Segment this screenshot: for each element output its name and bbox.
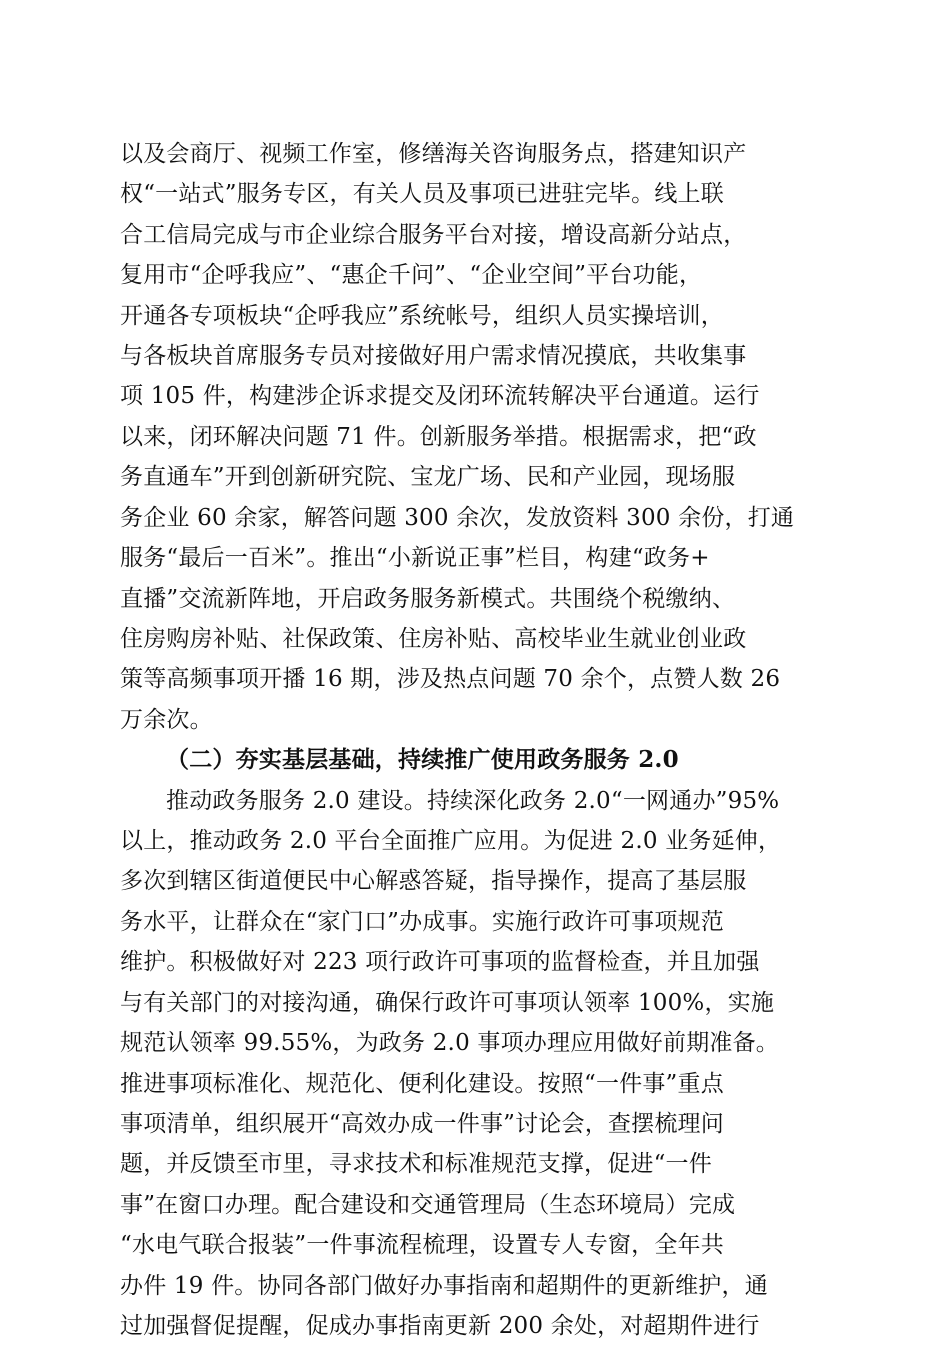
text-line: 务直通车”开到创新研究院、宝龙广场、民和产业园，现场服 bbox=[120, 464, 736, 490]
text-line: 办件 19 件。协同各部门做好办事指南和超期件的更新维护，通 bbox=[120, 1273, 768, 1299]
text-line: 推进事项标准化、规范化、便利化建设。按照“一件事”重点 bbox=[120, 1071, 724, 1097]
text-line: 以及会商厅、视频工作室，修缮海关咨询服务点，搭建知识产 bbox=[120, 141, 747, 167]
text-line: 项 105 件，构建涉企诉求提交及闭环流转解决平台通道。运行 bbox=[120, 383, 760, 409]
text-line: “水电气联合报装”一件事流程梳理，设置专人专窗，全年共 bbox=[120, 1232, 724, 1258]
text-line: 住房购房补贴、社保政策、住房补贴、高校毕业生就业创业政 bbox=[120, 626, 747, 652]
text-line: 事”在窗口办理。配合建设和交通管理局（生态环境局）完成 bbox=[120, 1192, 736, 1218]
text-line: 过加强督促提醒，促成办事指南更新 200 余处，对超期件进行 bbox=[120, 1313, 760, 1339]
text-line: 推动政务服务 2.0 建设。持续深化政务 2.0“一网通办”95% bbox=[166, 788, 780, 814]
text-line: 策等高频事项开播 16 期，涉及热点问题 70 余个，点赞人数 26 bbox=[120, 666, 781, 692]
text-line: 务企业 60 余家，解答问题 300 余次，发放资料 300 余份，打通 bbox=[120, 505, 795, 531]
text-line: 万余次。 bbox=[120, 707, 213, 733]
text-line: 事项清单，组织展开“高效办成一件事”讨论会，查摆梳理问 bbox=[120, 1111, 724, 1137]
text-line: 规范认领率 99.55%，为政务 2.0 事项办理应用做好前期准备。 bbox=[120, 1030, 780, 1056]
text-line: 复用市“企呼我应”、“惠企千问”、“企业空间”平台功能， bbox=[120, 262, 703, 288]
text-line: 维护。积极做好对 223 项行政许可事项的监督检查，并且加强 bbox=[120, 949, 760, 975]
text-line: 与有关部门的对接沟通，确保行政许可事项认领率 100%，实施 bbox=[120, 990, 775, 1016]
text-line: 以来，闭环解决问题 71 件。创新服务举措。根据需求，把“政 bbox=[120, 424, 757, 450]
text-line: 题，并反馈至市里，寻求技术和标准规范支撑，促进“一件 bbox=[120, 1151, 712, 1177]
text-line: 服务“最后一百米”。推出“小新说正事”栏目，构建“政务+ bbox=[120, 545, 710, 571]
section-heading: （二）夯实基层基础，持续推广使用政务服务 2.0 bbox=[166, 746, 679, 773]
text-line: 开通各专项板块“企呼我应”系统帐号，组织人员实操培训， bbox=[120, 303, 724, 329]
text-line: 务水平，让群众在“家门口”办成事。实施行政许可事项规范 bbox=[120, 909, 724, 935]
text-line: 以上，推动政务 2.0 平台全面推广应用。为促进 2.0 业务延伸， bbox=[120, 828, 782, 854]
text-line: 权“一站式”服务专区，有关人员及事项已进驻完毕。线上联 bbox=[120, 181, 724, 207]
text-line: 多次到辖区街道便民中心解惑答疑，指导操作，提高了基层服 bbox=[120, 868, 747, 894]
text-line: 与各板块首席服务专员对接做好用户需求情况摸底，共收集事 bbox=[120, 343, 747, 369]
text-line: 直播”交流新阵地，开启政务服务新模式。共围绕个税缴纳、 bbox=[120, 586, 736, 612]
text-line: 合工信局完成与市企业综合服务平台对接，增设高新分站点， bbox=[120, 222, 747, 248]
